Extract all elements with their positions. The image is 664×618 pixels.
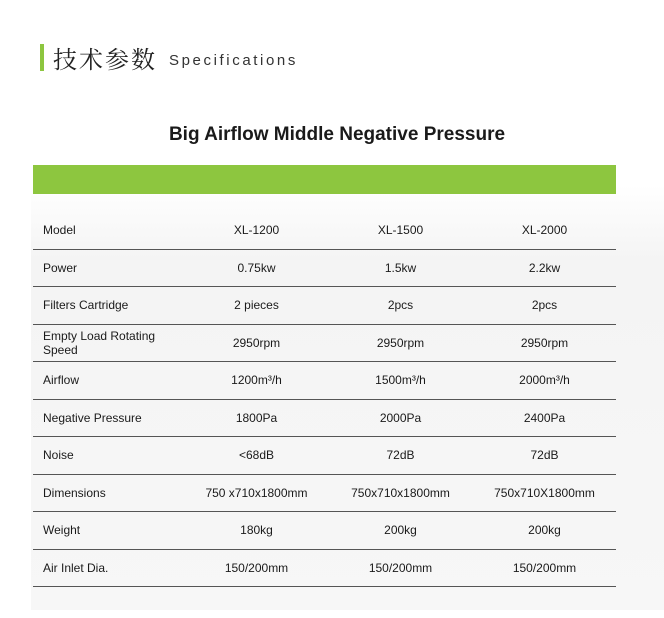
row-label: Power — [33, 249, 185, 287]
cell-value: 0.75kw — [185, 249, 328, 287]
cell-value: 750 x710x1800mm — [185, 474, 328, 512]
header-title-english: Specifications — [169, 51, 298, 69]
cell-value: 2.2kw — [473, 249, 616, 287]
cell-value: <68dB — [185, 437, 328, 475]
cell-value: 150/200mm — [328, 549, 473, 587]
header-accent-bar — [40, 44, 44, 71]
cell-value: 1500m³/h — [328, 362, 473, 400]
cell-value: 2400Pa — [473, 399, 616, 437]
cell-value: 1.5kw — [328, 249, 473, 287]
table-row — [33, 212, 616, 249]
section-header — [40, 40, 298, 74]
row-label: Model — [33, 212, 185, 249]
cell-value: 150/200mm — [185, 549, 328, 587]
cell-value: 2950rpm — [185, 324, 328, 362]
cell-value: 2pcs — [473, 287, 616, 325]
table-row — [33, 362, 616, 400]
header-title-chinese: 技术参数 — [53, 45, 157, 74]
cell-value: 200kg — [328, 512, 473, 550]
cell-value: 72dB — [473, 437, 616, 475]
table-row — [33, 324, 616, 362]
cell-value: 750x710X1800mm — [473, 474, 616, 512]
cell-value: 180kg — [185, 512, 328, 550]
cell-value: 1800Pa — [185, 399, 328, 437]
cell-value: 2950rpm — [328, 324, 473, 362]
spec-table — [33, 212, 616, 587]
row-label: Weight — [33, 512, 185, 550]
table-row — [33, 512, 616, 550]
cell-value: 750x710x1800mm — [328, 474, 473, 512]
document-title: Big Airflow Middle Negative Pressure — [168, 124, 506, 145]
cell-value: 2950rpm — [473, 324, 616, 362]
row-label: Air Inlet Dia. — [33, 549, 185, 587]
cell-value: XL-2000 — [473, 212, 616, 249]
row-label: Noise — [33, 437, 185, 475]
row-label: Airflow — [33, 362, 185, 400]
table-row — [33, 399, 616, 437]
row-label: Dimensions — [33, 474, 185, 512]
table-row — [33, 437, 616, 475]
table-row — [33, 549, 616, 587]
row-label: Filters Cartridge — [33, 287, 185, 325]
table-row — [33, 287, 616, 325]
cell-value: 72dB — [328, 437, 473, 475]
cell-value: XL-1200 — [185, 212, 328, 249]
cell-value: 1200m³/h — [185, 362, 328, 400]
table-header-band — [33, 165, 616, 194]
cell-value: 2000Pa — [328, 399, 473, 437]
cell-value: 150/200mm — [473, 549, 616, 587]
cell-value: 2pcs — [328, 287, 473, 325]
cell-value: XL-1500 — [328, 212, 473, 249]
cell-value: 200kg — [473, 512, 616, 550]
cell-value: 2000m³/h — [473, 362, 616, 400]
row-label: Negative Pressure — [33, 399, 185, 437]
row-label: Empty Load Rotating Speed — [33, 324, 185, 362]
table-row — [33, 474, 616, 512]
cell-value: 2 pieces — [185, 287, 328, 325]
table-row — [33, 249, 616, 287]
